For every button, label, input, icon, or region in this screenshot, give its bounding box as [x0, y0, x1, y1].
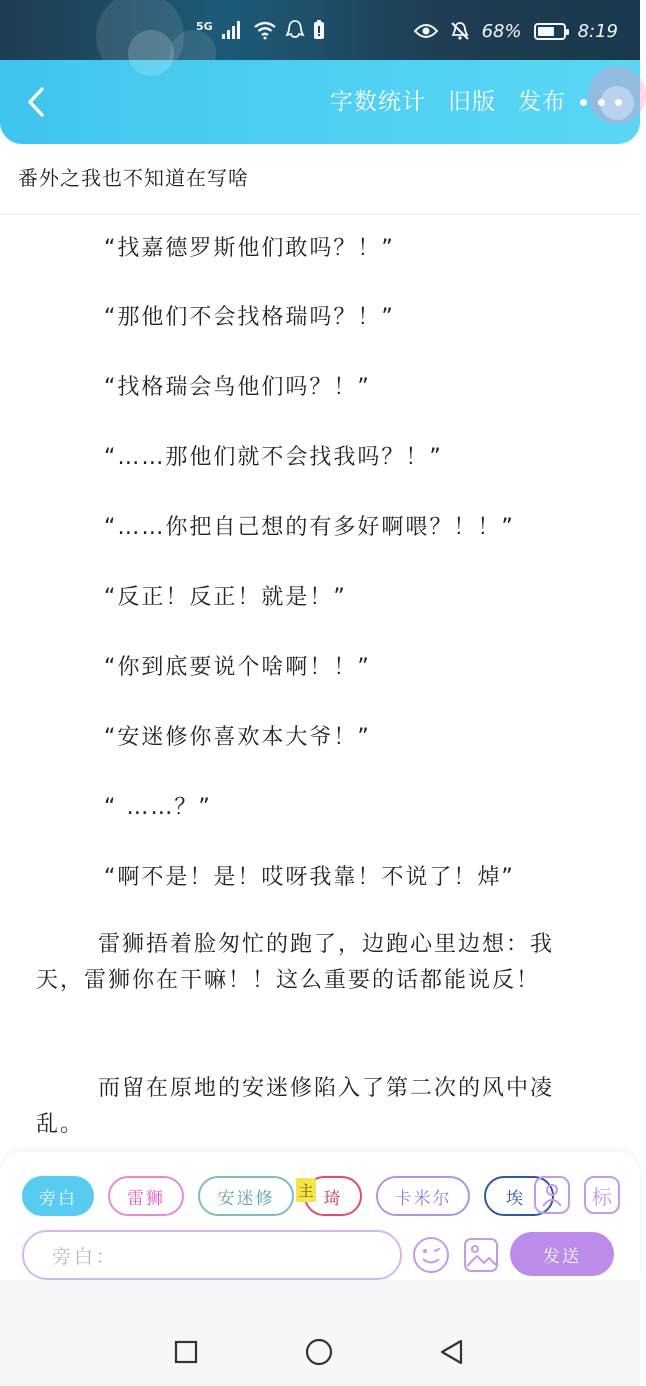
more-dots-icon — [580, 99, 587, 106]
story-editor-content[interactable] — [0, 215, 640, 1150]
dialogue-line: “ ……？” — [104, 795, 212, 820]
chip-character-qi[interactable]: 琦 — [304, 1176, 362, 1216]
emoji-icon[interactable] — [412, 1236, 450, 1274]
old-version-button[interactable]: 旧版 — [448, 89, 496, 115]
publish-button[interactable]: 发布 — [518, 89, 566, 115]
more-dots-icon — [615, 99, 622, 106]
dialogue-line: “反正！反正！就是！” — [104, 585, 347, 610]
tag-button[interactable]: 标 — [584, 1176, 620, 1214]
dialogue-line: “找格瑞会鸟他们吗？！” — [104, 375, 371, 400]
composer-panel — [0, 1152, 640, 1280]
network-type: 5G — [196, 19, 213, 33]
header-actions — [330, 82, 566, 122]
more-menu-button[interactable] — [580, 82, 622, 122]
dialogue-line: “安迷修你喜欢本大爷！” — [104, 725, 371, 750]
status-indicators — [196, 20, 325, 40]
back-button[interactable] — [14, 80, 58, 124]
battery-level — [538, 27, 554, 36]
dialogue-line: “那他们不会找格瑞吗？！” — [104, 305, 395, 330]
home-icon[interactable] — [305, 1338, 333, 1366]
chip-narrator[interactable]: 旁白 — [22, 1176, 94, 1216]
system-nav-bar — [0, 1280, 640, 1386]
image-icon[interactable] — [462, 1236, 500, 1274]
status-right — [414, 18, 618, 44]
narration-paragraph: 雷狮捂着脸匆忙的跑了，边跑心里边想：我天，雷狮你在干嘛！！这么重要的话都能说反！ — [36, 932, 555, 993]
send-button[interactable]: 发送 — [510, 1232, 614, 1276]
main-character-badge: 主 — [296, 1178, 316, 1202]
battery-icon — [534, 23, 566, 40]
battery-saver-icon — [313, 20, 325, 40]
mute-bell-icon — [450, 21, 470, 41]
signal-icon — [222, 21, 244, 39]
clock: 8:19 — [577, 20, 618, 42]
editor-header — [0, 60, 640, 144]
more-dots-icon — [598, 99, 605, 106]
dialogue-line: “啊不是！是！哎呀我靠！不说了！焯” — [104, 865, 515, 890]
word-count-button[interactable]: 字数统计 — [330, 89, 426, 115]
message-input[interactable]: 旁白： — [22, 1230, 402, 1280]
qq-notification-icon — [286, 20, 304, 40]
dialogue-line: “……你把自己想的有多好啊喂？！！” — [104, 515, 515, 540]
character-chip-row[interactable] — [22, 1174, 525, 1218]
header-decoration — [128, 30, 174, 76]
dialogue-line: “你到底要说个啥啊！！” — [104, 655, 371, 680]
narration-paragraph: 而留在原地的安迷修陷入了第二次的风中凌乱。 — [36, 1076, 555, 1137]
chip-character-partial[interactable]: 埃 — [484, 1176, 554, 1216]
wifi-icon — [253, 21, 277, 39]
eye-comfort-icon — [414, 22, 438, 40]
chip-character-kamier[interactable]: 卡米尔 — [376, 1176, 470, 1216]
character-manage-button[interactable] — [534, 1176, 570, 1214]
chip-character-anmixiu[interactable]: 安迷修 — [198, 1176, 294, 1216]
battery-percent: 68% — [481, 20, 522, 42]
chevron-left-icon — [26, 87, 46, 117]
dialogue-line: “找嘉德罗斯他们敢吗？！” — [104, 236, 395, 261]
dialogue-line: “……那他们就不会找我吗？！” — [104, 445, 443, 470]
status-bar — [0, 0, 640, 60]
chapter-title[interactable]: 番外之我也不知道在写啥 — [18, 166, 249, 190]
person-card-icon — [540, 1182, 564, 1208]
recent-apps-icon[interactable] — [174, 1340, 198, 1364]
back-nav-icon[interactable] — [439, 1339, 465, 1365]
chip-character-leishi[interactable]: 雷狮 — [108, 1176, 184, 1216]
